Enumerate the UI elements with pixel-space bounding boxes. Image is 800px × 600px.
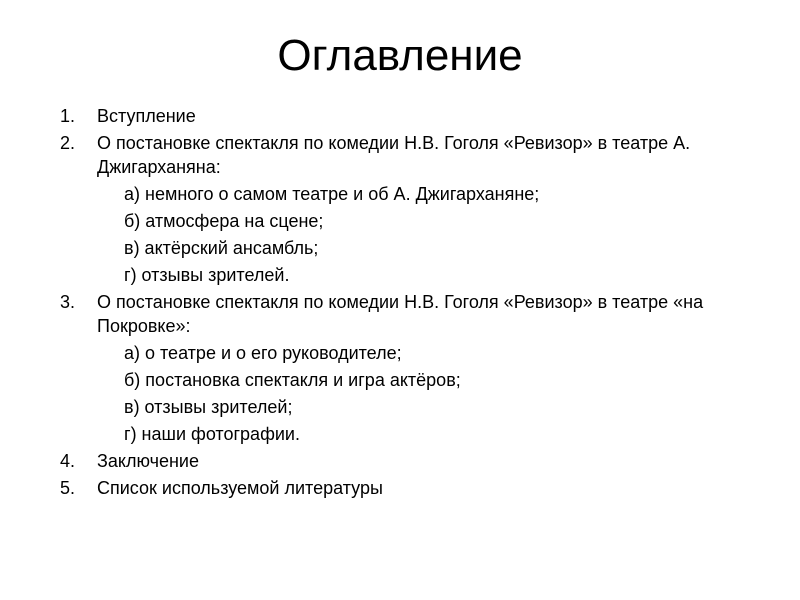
toc-item-text: Заключение bbox=[97, 451, 199, 471]
table-of-contents bbox=[60, 104, 760, 503]
toc-item-number: 3. bbox=[60, 292, 76, 312]
toc-item-text: О постановке спектакля по комедии Н.В. Гоголя «Ревизор» в театре «на Покровке»: bbox=[97, 292, 704, 336]
toc-item-references bbox=[60, 476, 760, 500]
toc-item-conclusion bbox=[60, 449, 760, 473]
toc-item-number: 5. bbox=[60, 478, 76, 498]
toc-subitem: в) отзывы зрителей; bbox=[124, 397, 293, 417]
toc-item-section-2 bbox=[60, 131, 760, 179]
toc-subitem: а) о театре и о его руководителе; bbox=[124, 343, 402, 363]
page-title: Оглавление bbox=[277, 31, 523, 80]
toc-item-section-3 bbox=[60, 290, 760, 338]
toc-item-introduction bbox=[60, 104, 760, 128]
toc-subitem: б) постановка спектакля и игра актёров; bbox=[124, 370, 461, 390]
toc-subitem: а) немного о самом театре и об А. Джигарханяне; bbox=[124, 184, 540, 204]
toc-item-text: Вступление bbox=[97, 106, 196, 126]
toc-subitem: г) отзывы зрителей. bbox=[124, 265, 290, 285]
toc-subitem: б) атмосфера на сцене; bbox=[124, 211, 324, 231]
toc-subitem: г) наши фотографии. bbox=[124, 424, 300, 444]
toc-item-number: 4. bbox=[60, 451, 76, 471]
toc-item-number: 1. bbox=[60, 106, 76, 126]
toc-subitem: в) актёрский ансамбль; bbox=[124, 238, 319, 258]
toc-item-text: О постановке спектакля по комедии Н.В. Гоголя «Ревизор» в театре А. Джигарханяна: bbox=[97, 133, 691, 177]
toc-item-number: 2. bbox=[60, 133, 76, 153]
toc-item-text: Список используемой литературы bbox=[97, 478, 383, 498]
